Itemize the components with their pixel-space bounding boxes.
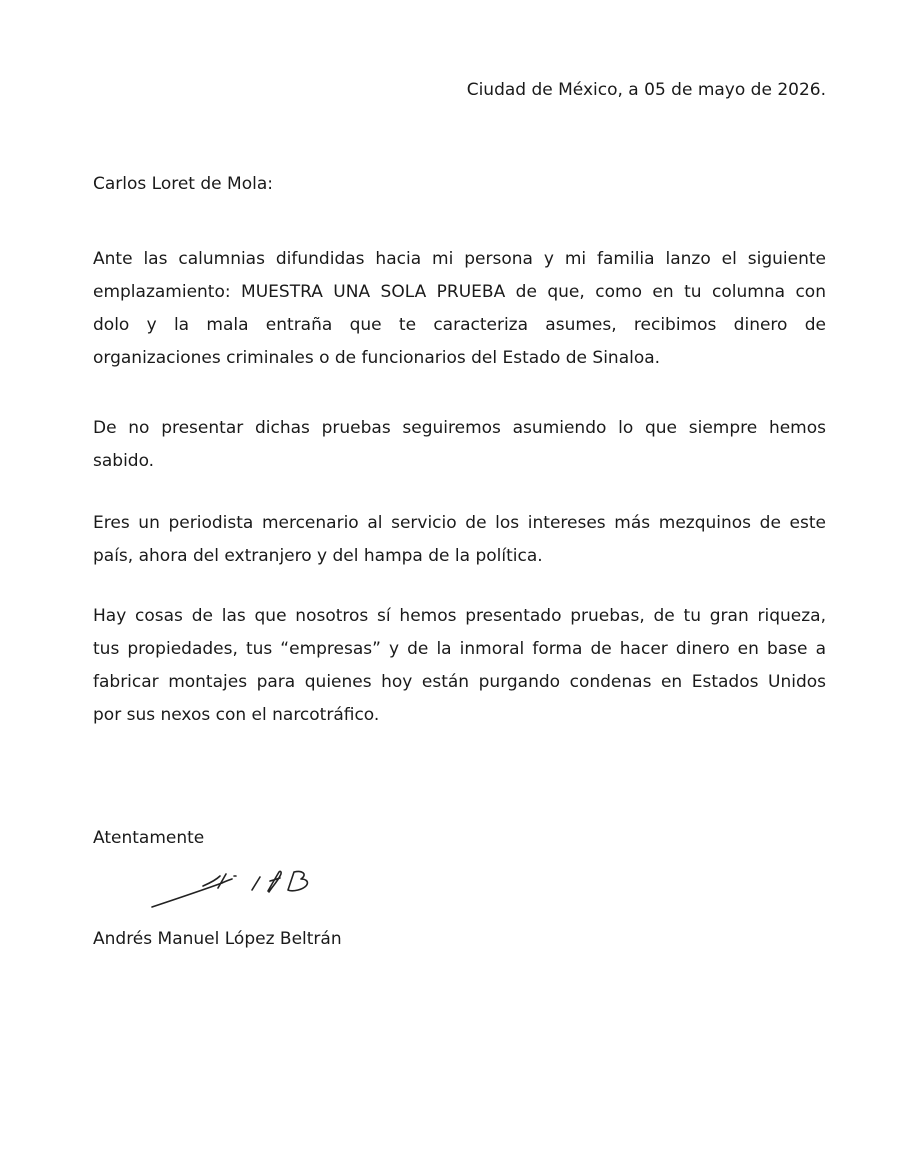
salutation: Carlos Loret de Mola: — [93, 174, 273, 194]
paragraph-line: Eres un periodista mercenario al servicio de los intereses más mezquinos de este — [93, 513, 826, 533]
paragraph-line: emplazamiento: MUESTRA UNA SOLA PRUEBA de que, como en tu columna con — [93, 282, 826, 302]
paragraph-line: dolo y la mala entraña que te caracteriza asumes, recibimos dinero de — [93, 315, 826, 335]
paragraph-2 — [93, 412, 826, 478]
paragraph-line: por sus nexos con el narcotráfico. — [93, 705, 380, 725]
paragraph-line: fabricar montajes para quienes hoy están purgando condenas en Estados Unidos — [93, 672, 826, 692]
paragraph-line: sabido. — [93, 451, 155, 471]
signature-image — [148, 866, 318, 914]
paragraph-line: Hay cosas de las que nosotros sí hemos presentado pruebas, de tu gran riqueza, — [93, 606, 826, 626]
closing: Atentamente — [93, 828, 205, 848]
paragraph-line: tus propiedades, tus “empresas” y de la inmoral forma de hacer dinero en base a — [93, 639, 826, 659]
paragraph-4 — [93, 600, 826, 732]
signer-name: Andrés Manuel López Beltrán — [93, 929, 342, 949]
paragraph-3 — [93, 507, 826, 573]
date-line: Ciudad de México, a 05 de mayo de 2026. — [466, 80, 826, 100]
paragraph-line: organizaciones criminales o de funcionarios del Estado de Sinaloa. — [93, 348, 661, 368]
paragraph-line: país, ahora del extranjero y del hampa de la política. — [93, 546, 543, 566]
paragraph-line: Ante las calumnias difundidas hacia mi persona y mi familia lanzo el siguiente — [93, 249, 826, 269]
paragraph-1 — [93, 243, 826, 375]
paragraph-line: De no presentar dichas pruebas seguiremos asumiendo lo que siempre hemos — [93, 418, 826, 438]
